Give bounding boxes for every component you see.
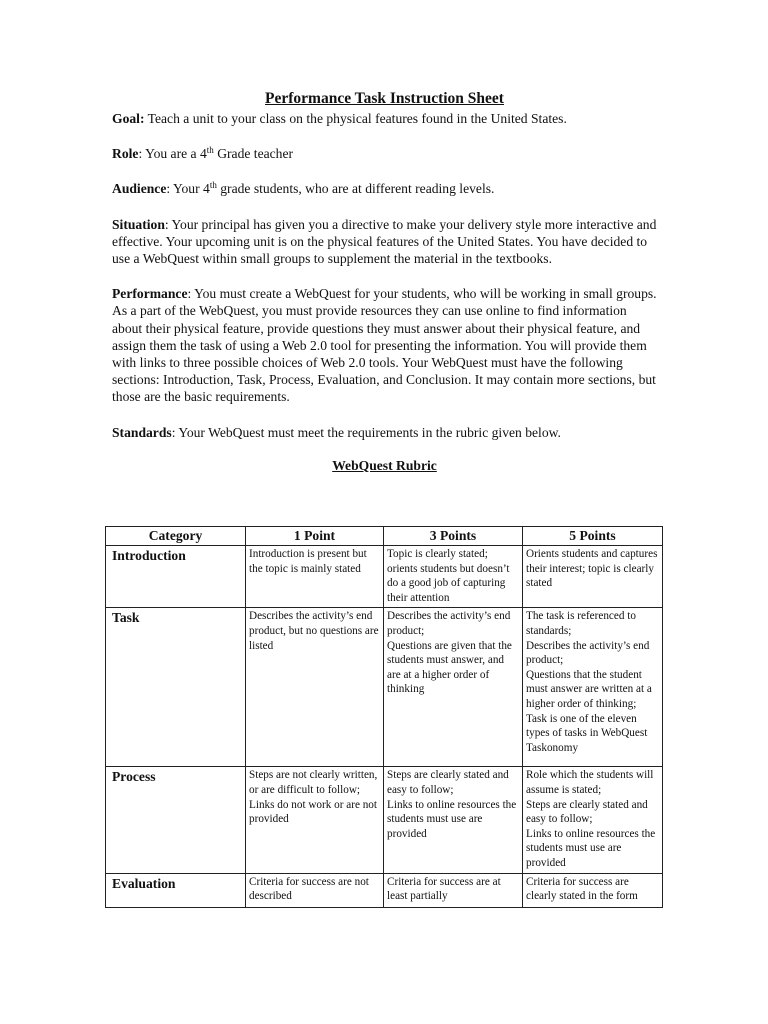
criterion-text: Links to online resources the students must use are provided [387, 798, 517, 840]
standards-text: : Your WebQuest must meet the requirements in the rubric given below. [171, 424, 561, 440]
category-cell: Introduction [106, 546, 246, 608]
standards-section [112, 424, 657, 441]
score-cell-p1 [246, 767, 384, 873]
score-cell-p5 [523, 767, 663, 873]
performance-section [112, 285, 657, 405]
criterion-text: Describes the activity’s end product; [526, 639, 650, 667]
performance-label: Performance [112, 286, 188, 302]
score-cell-p1 [246, 608, 384, 767]
criterion-text: The task is referenced to standards; [526, 610, 636, 637]
score-cell-p3 [384, 608, 523, 767]
criterion-text: Steps are not clearly written, or are difficult to follow; [249, 769, 378, 796]
table-row [106, 767, 663, 873]
score-cell-p5 [523, 546, 663, 608]
role-section: Role: You are a 4th Grade teacher [112, 145, 294, 162]
criterion-text: Criteria for success are clearly stated in the form [526, 875, 638, 903]
standards-label: Standards [112, 424, 172, 440]
criterion-text: Describes the activity’s end product, but no questions are listed [249, 610, 379, 652]
score-cell-p1 [246, 873, 384, 907]
header-5-points: 5 Points [523, 527, 663, 546]
score-cell-p5 [523, 873, 663, 907]
audience-label: Audience [112, 181, 167, 197]
score-cell-p3 [384, 546, 523, 608]
performance-text: : You must create a WebQuest for your students, who will be working in small groups. As a part of the WebQuest, you must provide resources they can use online to find information about their physical feature, provide questions they must answer about their physical feature, and assign them the task of using a Web 2.0 tool for presenting the information. You will provide them with links to three possible choices of Web 2.0 tools. Your WebQuest must have the following sections: Introduction, Task, Process, Evaluation, and Conclusion. It may contain more sections, but those are the basic requirements. [112, 286, 657, 405]
rubric-title: WebQuest Rubric [332, 457, 437, 473]
criterion-text: Describes the activity’s end product; [387, 610, 511, 637]
header-3-points: 3 Points [384, 527, 523, 546]
criterion-text: Orients students and captures their interest; topic is clearly stated [526, 548, 658, 590]
criterion-text: Links to online resources the students must use are provided [526, 827, 656, 869]
situation-label: Situation [112, 216, 165, 232]
table-row [106, 873, 663, 907]
criterion-text: Criteria for success are not described [249, 875, 369, 903]
document-page [112, 90, 657, 490]
situation-text: : Your principal has given you a directive to make your delivery style more interactive and effective. Your upcoming unit is on the physical features of the United States. You have decided to use a WebQuest within small groups to supplement the material in the textbooks. [112, 216, 657, 267]
criterion-text: Steps are clearly stated and easy to follow; [387, 769, 509, 796]
score-cell-p5 [523, 608, 663, 767]
criterion-text: Introduction is present but the topic is mainly stated [249, 548, 367, 575]
score-cell-p3 [384, 767, 523, 873]
criterion-text: Steps are clearly stated and easy to follow; [526, 798, 648, 826]
table-row [106, 608, 663, 767]
goal-label: Goal: [112, 111, 145, 126]
category-cell: Task [106, 608, 246, 767]
category-cell: Process [106, 767, 246, 873]
score-cell-p3 [384, 873, 523, 907]
header-1-point: 1 Point [246, 527, 384, 546]
category-cell: Evaluation [106, 873, 246, 907]
situation-section [112, 216, 657, 268]
role-label: Role [112, 146, 139, 162]
rubric-table [105, 526, 663, 908]
criterion-text: Task is one of the eleven types of tasks in WebQuest Taskonomy [526, 712, 648, 754]
document-title: Performance Task Instruction Sheet [265, 90, 504, 107]
criterion-text: Questions that the student must answer are written at a higher order of thinking; [526, 668, 652, 710]
header-category: Category [106, 527, 246, 546]
goal-text: Teach a unit to your class on the physical features found in the United States. [144, 111, 567, 126]
audience-section: Audience: Your 4th grade students, who are at different reading levels. [112, 180, 495, 197]
rubric-header-row [106, 527, 663, 546]
goal-section [112, 110, 657, 127]
criterion-text: Topic is clearly stated; orients students but doesn’t do a good job of capturing their attention [387, 548, 510, 604]
criterion-text: Criteria for success are at least partially [387, 875, 501, 903]
criterion-text: Links do not work or are not provided [249, 798, 378, 826]
criterion-text: Questions are given that the students must answer, and are at a higher order of thinking [387, 639, 512, 696]
score-cell-p1 [246, 546, 384, 608]
criterion-text: Role which the students will assume is stated; [526, 769, 654, 796]
table-row [106, 546, 663, 608]
